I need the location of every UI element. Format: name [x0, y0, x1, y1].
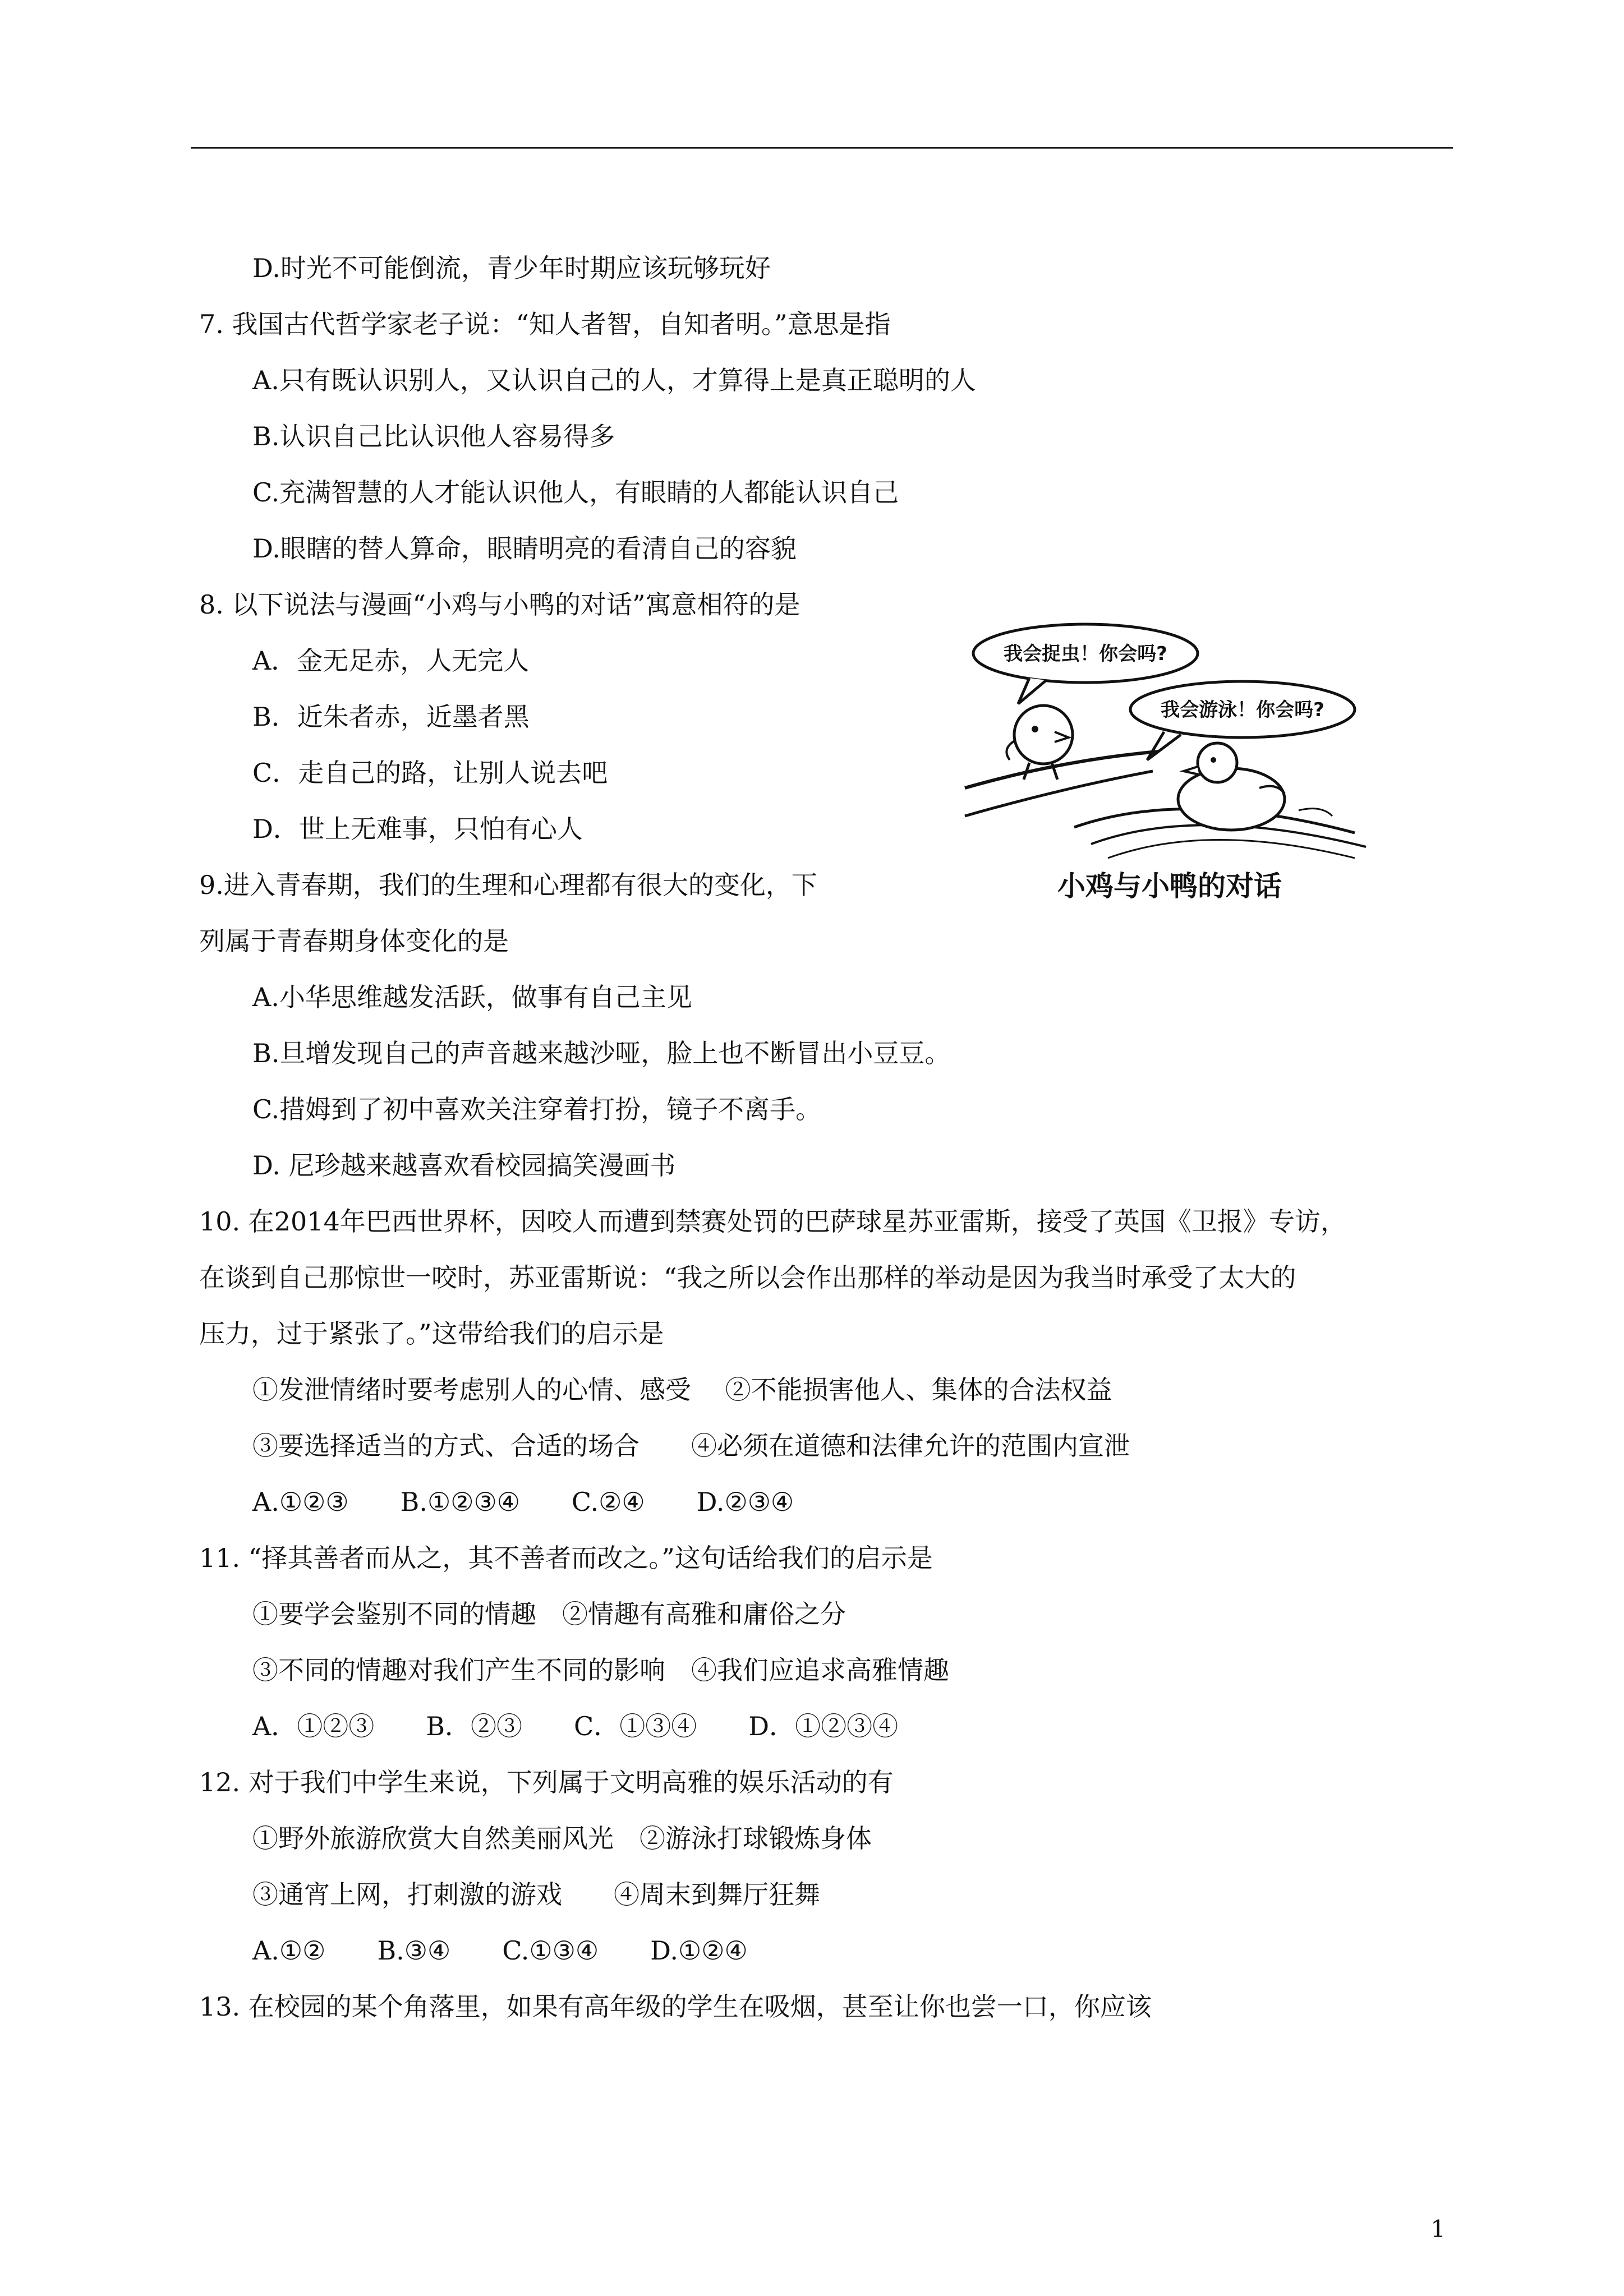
q11-stem: 11. “择其善者而从之，其不善者而改之。”这句话给我们的启示是 [199, 1543, 933, 1573]
q10-stem-2: 在谈到自己那惊世一咬时，苏亚雷斯说：“我之所以会作出那样的举动是因为我当时承受了太大的 [199, 1262, 1296, 1293]
q10-items-1: ①发泄情绪时要考虑别人的心情、感受 ②不能损害他人、集体的合法权益 [252, 1375, 1112, 1405]
q9-stem-1: 9.进入青春期，我们的生理和心理都有很大的变化，下 [199, 870, 817, 900]
q7-stem: 7. 我国古代哲学家老子说：“知人者智，自知者明。”意思是指 [199, 309, 891, 339]
duck-speech-text: 我会游泳！你会吗? [1161, 699, 1324, 721]
q11-options: A．①②③ B．②③ C．①③④ D．①②③④ [252, 1711, 899, 1741]
duck-figure [1178, 743, 1332, 830]
q12-options: A.①② B.③④ C.①③④ D.①②④ [252, 1935, 748, 1966]
q7-opt-c: C.充满智慧的人才能认识他人，有眼睛的人都能认识自己 [252, 477, 899, 508]
q13-stem: 13. 在校园的某个角落里，如果有高年级的学生在吸烟，甚至让你也尝一口，你应该 [199, 1991, 1152, 2022]
q8-opt-b: B．近朱者赤，近墨者黑 [252, 702, 530, 732]
q12-items-2: ③通宵上网，打刺激的游戏 ④周末到舞厅狂舞 [252, 1879, 820, 1910]
header-rule [191, 147, 1453, 149]
q9-stem-2: 列属于青春期身体变化的是 [199, 926, 509, 956]
q12-stem: 12. 对于我们中学生来说，下列属于文明高雅的娱乐活动的有 [199, 1767, 894, 1797]
q9-opt-c: C.措姆到了初中喜欢关注穿着打扮，镜子不离手。 [252, 1094, 822, 1124]
cartoon-caption: 小鸡与小鸭的对话 [1057, 870, 1282, 902]
q10-stem-3: 压力，过于紧张了。”这带给我们的启示是 [199, 1318, 664, 1349]
q10-stem-1: 10. 在2014年巴西世界杯，因咬人而遭到禁赛处罚的巴萨球星苏亚雷斯，接受了英国《卫报》专访， [199, 1206, 1346, 1237]
q7-opt-a: A.只有既认识别人，又认识自己的人，才算得上是真正聪明的人 [252, 365, 976, 395]
q7-opt-b: B.认识自己比认识他人容易得多 [252, 421, 615, 451]
page-number: 1 [1430, 2215, 1446, 2243]
q10-options: A.①②③ B.①②③④ C.②④ D.②③④ [252, 1487, 794, 1517]
q12-items-1: ①野外旅游欣赏大自然美丽风光 ②游泳打球锻炼身体 [252, 1823, 872, 1854]
chick-speech-text: 我会捉虫！你会吗? [1004, 643, 1167, 665]
q8-opt-d: D．世上无难事，只怕有心人 [252, 814, 583, 844]
q6-opt-d: D.时光不可能倒流，青少年时期应该玩够玩好 [252, 253, 771, 283]
q8-opt-a: A．金无足赤，人无完人 [252, 646, 530, 676]
q9-opt-a: A.小华思维越发活跃，做事有自己主见 [252, 982, 692, 1012]
q9-opt-b: B.旦增发现自己的声音越来越沙哑，脸上也不断冒出小豆豆。 [252, 1038, 951, 1068]
q10-items-2: ③要选择适当的方式、合适的场合 ④必须在道德和法律允许的范围内宣泄 [252, 1431, 1130, 1461]
q7-opt-d: D.眼瞎的替人算命，眼睛明亮的看清自己的容貌 [252, 533, 797, 564]
q8-opt-c: C．走自己的路，让别人说去吧 [252, 758, 608, 788]
q11-items-1: ①要学会鉴别不同的情趣 ②情趣有高雅和庸俗之分 [252, 1599, 846, 1629]
q11-items-2: ③不同的情趣对我们产生不同的影响 ④我们应追求高雅情趣 [252, 1655, 949, 1685]
q8-stem: 8. 以下说法与漫画“小鸡与小鸭的对话”寓意相符的是 [199, 589, 801, 620]
q9-opt-d: D. 尼珍越来越喜欢看校园搞笑漫画书 [252, 1150, 676, 1181]
cartoon-chick-and-duck [962, 620, 1377, 909]
